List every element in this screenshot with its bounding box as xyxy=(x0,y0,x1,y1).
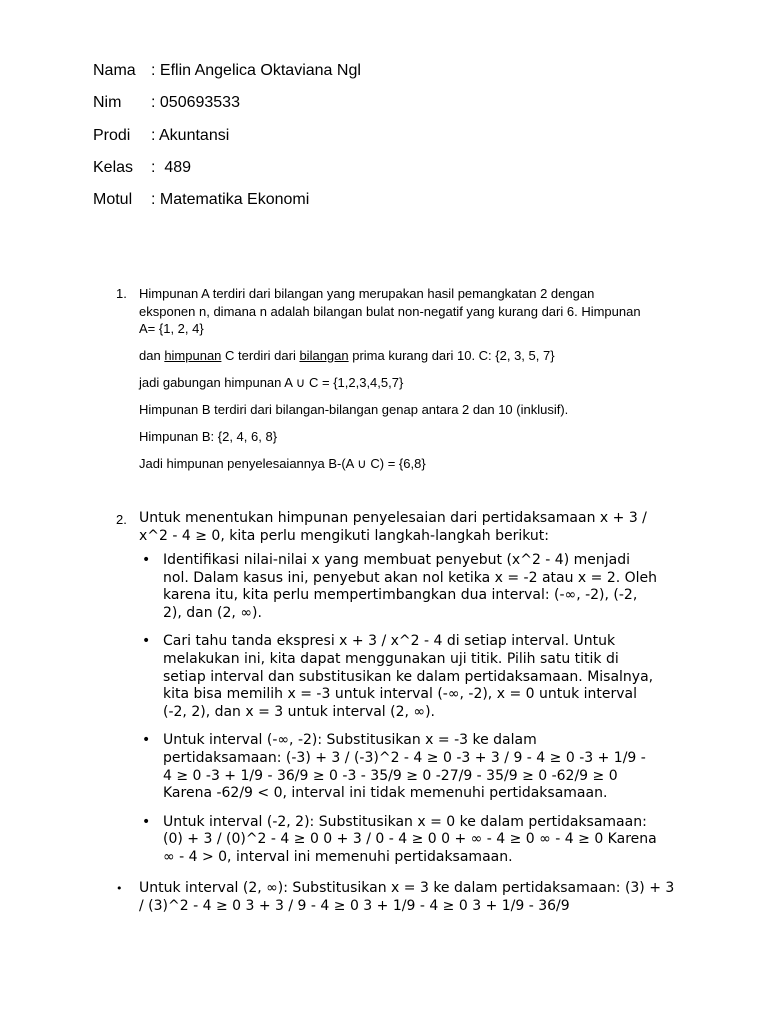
answer-line: jadi gabungan himpunan A ∪ C = {1,2,3,4,5,7} xyxy=(139,374,404,390)
answer-line: Jadi himpunan penyelesaiannya B-(A ∪ C) = {6,8} xyxy=(139,455,426,471)
identity-value: : Matematika Ekonomi xyxy=(151,191,310,209)
identity-label: Kelas xyxy=(93,158,134,176)
question-1-body xyxy=(139,285,644,482)
list-item xyxy=(139,633,659,721)
bullet-icon: • xyxy=(142,633,151,650)
identity-value: : 489 xyxy=(151,158,192,176)
list-item xyxy=(139,814,659,867)
text-segment: prima kurang dari 10. C: {2, 3, 5, 7} xyxy=(348,347,555,363)
bullet-icon: • xyxy=(142,552,151,568)
underlined-word: himpunan xyxy=(164,347,222,363)
identity-label: Nim xyxy=(93,94,122,112)
bullet-icon: • xyxy=(116,882,123,895)
answer-line xyxy=(139,347,644,365)
question-number: 2. xyxy=(116,512,127,527)
text-segment: dan xyxy=(139,347,165,363)
list-item-text: Cari tahu tanda ekspresi x + 3 / x^2 - 4 di setiap interval. Untuk melakukan ini, kita dapat menggunakan uji titik. Pilih satu titik di setiap interval dan substitusikan ke dalam pertidaksamaan. Misalnya, kita bisa memilih x = -3 untuk interval (-∞, -2), x = 0 untuk interval (-2, 2), dan x = 3 untuk interval (2, ∞). xyxy=(163,633,654,720)
text-segment: C terdiri dari xyxy=(221,347,300,363)
list-item-text: Untuk interval (-2, 2): Substitusikan x = 0 ke dalam pertidaksamaan: (0) + 3 / (0)^2 - 4 ≥ 0 0 + 3 / 0 - 4 ≥ 0 0 + ∞ - 4 ≥ 0 ∞ - 4 ≥ 0 Karena ∞ - 4 > 0, interval ini memenuhi pertidaksamaan. xyxy=(163,813,657,865)
question-number: 1. xyxy=(116,286,127,301)
identity-label: Prodi xyxy=(93,126,131,144)
identity-value: : Eflin Angelica Oktaviana Ngl xyxy=(151,62,361,79)
identity-value: : Akuntansi xyxy=(151,126,230,144)
question-2-intro: Untuk menentukan himpunan penyelesaian dari pertidaksamaan x + 3 / x^2 - 4 ≥ 0, kita perlu mengikuti langkah-langkah berikut: xyxy=(139,510,647,544)
answer-line: Himpunan B terdiri dari bilangan-bilangan genap antara 2 dan 10 (inklusif). xyxy=(139,401,569,417)
identity-label: Motul xyxy=(93,191,133,209)
list-item-text: Identifikasi nilai-nilai x yang membuat penyebut (x^2 - 4) menjadi nol. Dalam kasus ini, penyebut akan nol ketika x = -2 atau x = 2. Oleh karena itu, kita perlu mempertimbangkan dua interval: (-∞, -2), (-2, 2), dan (2, ∞). xyxy=(163,552,658,621)
bullet-icon: • xyxy=(142,813,151,830)
list-item xyxy=(139,732,659,802)
identity-value: : 050693533 xyxy=(151,94,240,112)
identity-label: Nama xyxy=(93,62,136,79)
bullet-icon: • xyxy=(142,732,151,749)
list-item-text: Untuk interval (-∞, -2): Substitusikan x = -3 ke dalam pertidaksamaan: (-3) + 3 / (-3)^2 - 4 ≥ 0 -3 + 3 / 9 - 4 ≥ 0 -3 + 1/9 - 4 ≥ 0 -3 + 1/9 - 36/9 ≥ 0 -3 - 35/9 ≥ 0 -27/9 - 35/9 ≥ 0 -62/9 ≥ 0 Karena -62/9 < 0, interval ini tidak memenuhi pertidaksamaan. xyxy=(163,732,646,802)
underlined-word: bilangan xyxy=(299,347,349,363)
bullet-list xyxy=(139,552,659,878)
answer-line: Himpunan A terdiri dari bilangan yang merupakan hasil pemangkatan 2 dengan eksponen n, dimana n adalah bilangan bulat non-negatif yang kurang dari 6. Himpunan A= {1, 2, 4} xyxy=(139,286,641,336)
list-item xyxy=(139,552,659,622)
answer-line: Himpunan B: {2, 4, 6, 8} xyxy=(139,428,278,444)
list-item-text: Untuk interval (2, ∞): Substitusikan x = 3 ke dalam pertidaksamaan: (3) + 3 / (3)^2 - 4 ≥ 0 3 + 3 / 9 - 4 ≥ 0 3 + 1/9 - 4 ≥ 0 3 + 1/9 - 36/9 xyxy=(139,880,675,914)
